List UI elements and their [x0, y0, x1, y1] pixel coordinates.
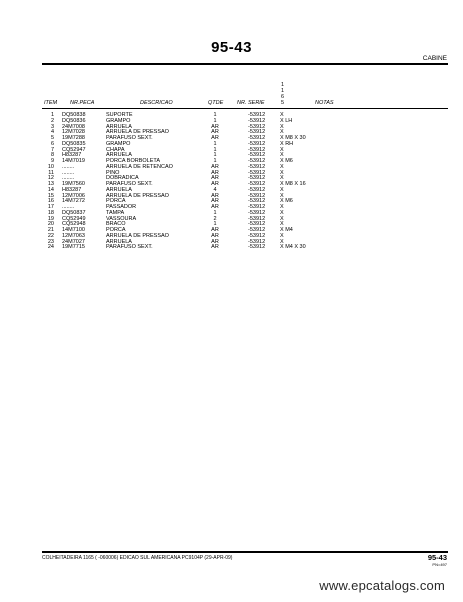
row-description: ARRUELA [106, 238, 132, 245]
row-serial: -53912 [248, 232, 266, 239]
row-description: PARAFUSO SEXT. [106, 244, 153, 251]
row-description: GRAMPO [106, 140, 131, 147]
row-notes: X [280, 163, 284, 170]
row-item-number: 9 [50, 158, 54, 164]
row-quantity: 1 [213, 152, 217, 159]
row-item-number: 22 [47, 232, 54, 239]
row-quantity: 1 [213, 221, 217, 228]
row-description: ARRUELA DE PRESSAO [106, 192, 169, 199]
row-notes: X [280, 192, 284, 199]
row-description: ARRUELA [106, 152, 132, 159]
row-serial: -53912 [248, 181, 266, 187]
watermark: www.epcatalogs.com [319, 578, 445, 593]
row-part-number: CQ52947 [62, 146, 86, 153]
row-description: ARRUELA DE RETENCAO [106, 163, 173, 170]
row-quantity: 1 [213, 117, 217, 124]
footer-left-text: COLHEITADEIRA 1165 ( -060006) EDICAO SUL AMERICANA PC9104P (29-APR-09) [42, 555, 233, 561]
row-notes: X [280, 238, 284, 245]
row-notes: X [280, 215, 284, 222]
row-item-number: 14 [47, 186, 54, 193]
row-description: PORCA [106, 198, 126, 205]
row-notes: X RH [280, 140, 294, 147]
row-notes: X M8 X 30 [280, 135, 306, 141]
row-notes: X M4 X 30 [280, 244, 306, 251]
row-serial: -53912 [248, 140, 266, 147]
col-header-qty: QTDE [208, 100, 224, 106]
row-serial: -53912 [248, 204, 266, 210]
row-serial: -53912 [248, 117, 266, 124]
row-quantity: AR [211, 163, 219, 170]
row-item-number: 18 [47, 209, 54, 216]
row-quantity: 4 [213, 186, 217, 193]
col-header-desc: DESCRICAO [140, 100, 173, 106]
row-quantity: 1 [213, 209, 217, 216]
row-serial: -53912 [248, 123, 266, 130]
row-part-number: 19M7288 [62, 135, 85, 141]
row-part-number: 14M7019 [62, 158, 85, 164]
row-description: PARAFUSO SEXT. [106, 181, 153, 187]
row-item-number: 1 [50, 112, 54, 118]
table-row [0, 245, 463, 251]
row-description: TAMPA [106, 209, 125, 216]
vertical-char: 1 [280, 88, 285, 94]
row-quantity: AR [211, 135, 219, 141]
row-quantity: AR [211, 227, 219, 233]
row-description: PORCA [106, 227, 126, 233]
row-quantity: AR [211, 123, 219, 130]
row-part-number: 12M7028 [62, 129, 85, 136]
row-notes: X M8 X 16 [280, 181, 306, 187]
row-part-number: 19M7715 [62, 244, 85, 251]
row-item-number: 20 [47, 221, 54, 228]
row-item-number: 12 [47, 175, 54, 182]
row-item-number: 10 [47, 163, 54, 170]
row-notes: X [280, 146, 284, 153]
row-quantity: 1 [213, 158, 217, 164]
row-part-number: DQ50835 [62, 140, 86, 147]
row-item-number: 3 [50, 123, 54, 130]
row-item-number: 16 [47, 198, 54, 205]
row-part-number: CQ52949 [62, 215, 86, 222]
row-part-number: ........ [62, 169, 75, 176]
row-description: ARRUELA DE PRESSAO [106, 232, 169, 239]
row-item-number: 15 [47, 192, 54, 199]
row-part-number: DQ50836 [62, 117, 86, 124]
row-notes: X M6 [280, 198, 293, 205]
row-quantity: AR [211, 204, 219, 210]
row-quantity: AR [211, 232, 219, 239]
row-item-number: 7 [50, 146, 54, 153]
row-part-number: ........ [62, 163, 75, 170]
row-part-number: 19M7560 [62, 181, 85, 187]
row-serial: -53912 [248, 209, 266, 216]
row-quantity: AR [211, 192, 219, 199]
row-description: ARRUELA DE PRESSAO [106, 129, 169, 136]
row-part-number: ........ [62, 204, 75, 210]
row-item-number: 4 [50, 129, 54, 136]
row-item-number: 17 [47, 204, 54, 210]
row-serial: -53912 [248, 152, 266, 159]
row-serial: -53912 [248, 221, 266, 228]
row-part-number: ........ [62, 175, 75, 182]
row-serial: -53912 [248, 146, 266, 153]
row-item-number: 13 [47, 181, 54, 187]
row-quantity: 1 [213, 140, 217, 147]
row-quantity: 1 [213, 146, 217, 153]
parts-table [0, 113, 463, 251]
row-quantity: AR [211, 175, 219, 182]
row-quantity: 2 [213, 215, 217, 222]
row-description: PORCA BORBOLETA [106, 158, 160, 164]
row-serial: -53912 [248, 112, 266, 118]
page-number-top: 95-43 [211, 39, 252, 56]
row-notes: X M4 [280, 227, 293, 233]
row-part-number: 12M7006 [62, 192, 85, 199]
col-header-serial: NR. SERIE [237, 100, 265, 106]
row-description: ARRUELA [106, 186, 132, 193]
row-item-number: 2 [50, 117, 54, 124]
row-serial: -53912 [248, 198, 266, 205]
row-notes: X [280, 129, 284, 136]
row-serial: -53912 [248, 186, 266, 193]
col-header-part: NR.PECA [70, 100, 95, 106]
row-serial: -53912 [248, 192, 266, 199]
row-item-number: 5 [50, 135, 54, 141]
row-item-number: 8 [50, 152, 54, 159]
row-part-number: 12M7063 [62, 232, 85, 239]
row-quantity: AR [211, 244, 219, 251]
row-serial: -53912 [248, 169, 266, 176]
row-part-number: H83287 [62, 186, 82, 193]
row-description: ARRUELA [106, 123, 132, 130]
row-quantity: 1 [213, 112, 217, 118]
row-description: PARAFUSO SEXT. [106, 135, 153, 141]
row-notes: X LH [280, 117, 293, 124]
col-header-item: ITEM [44, 100, 58, 106]
row-notes: X [280, 112, 284, 118]
row-part-number: H83287 [62, 152, 82, 159]
vertical-char: 1 [280, 82, 285, 88]
row-description: DOBRADICA [106, 175, 139, 182]
row-notes: X [280, 175, 284, 182]
row-item-number: 6 [50, 140, 54, 147]
vertical-char: 6 [280, 94, 285, 100]
row-item-number: 24 [47, 244, 54, 251]
row-quantity: AR [211, 238, 219, 245]
row-serial: -53912 [248, 238, 266, 245]
row-part-number: 24M7008 [62, 123, 85, 130]
row-part-number: 14M7100 [62, 227, 85, 233]
row-notes: X [280, 152, 284, 159]
section-label: CABINE [422, 55, 447, 62]
bottom-rule [42, 551, 448, 553]
vertical-char: 5 [280, 100, 285, 106]
top-rule [42, 63, 448, 65]
row-part-number: 14M7272 [62, 198, 85, 205]
row-item-number: 23 [47, 238, 54, 245]
row-part-number: CQ52948 [62, 221, 86, 228]
row-notes: X [280, 186, 284, 193]
row-description: BRACO [106, 221, 126, 228]
row-description: VASSOURA [106, 215, 137, 222]
row-item-number: 11 [48, 169, 54, 176]
row-quantity: AR [211, 129, 219, 136]
row-description: PINO [106, 169, 120, 176]
row-notes: X M6 [280, 158, 293, 164]
footer-code: PN=497 [432, 562, 447, 567]
row-part-number: 24M7027 [62, 238, 85, 245]
row-description: PASSADOR [106, 204, 137, 210]
row-serial: -53912 [248, 175, 266, 182]
col-header-notes: NOTAS [315, 100, 334, 106]
row-part-number: DQ50837 [62, 209, 86, 216]
row-serial: -53912 [248, 129, 266, 136]
row-notes: X [280, 232, 284, 239]
row-part-number: DQ50838 [62, 112, 86, 118]
row-description: SUPORTE [106, 112, 133, 118]
row-item-number: 19 [47, 215, 54, 222]
row-quantity: AR [211, 198, 219, 205]
row-description: CHAPA [106, 146, 125, 153]
row-serial: -53912 [248, 215, 266, 222]
row-serial: -53912 [248, 135, 266, 141]
row-description: GRAMPO [106, 117, 131, 124]
row-notes: X [280, 123, 284, 130]
row-notes: X [280, 209, 284, 216]
footer-page-number: 95-43 [427, 553, 447, 562]
row-notes: X [280, 169, 284, 176]
row-quantity: AR [211, 181, 219, 187]
row-serial: -53912 [248, 244, 266, 251]
row-serial: -53912 [248, 158, 266, 164]
row-item-number: 21 [47, 227, 54, 233]
header-rule [42, 108, 448, 109]
row-quantity: AR [211, 169, 219, 176]
row-notes: X [280, 221, 284, 228]
row-serial: -53912 [248, 163, 266, 170]
row-serial: -53912 [248, 227, 266, 233]
vertical-model-label [280, 82, 285, 106]
row-notes: X [280, 204, 284, 210]
